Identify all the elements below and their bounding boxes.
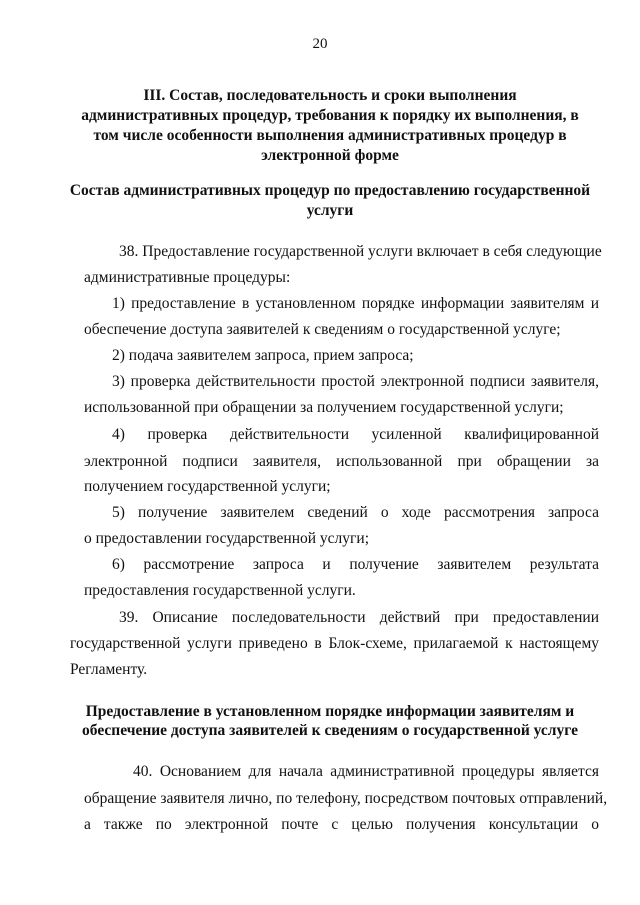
subsection-heading-line: Состав административных процедур по предоставлению государственной xyxy=(69,182,591,199)
section-heading-line: III. Состав, последовательность и сроки выполнения xyxy=(143,87,517,104)
text-line: 39. Описание последовательности действий при предоставлении xyxy=(119,609,599,626)
text-line: 40. Основанием для начала административной процедуры является xyxy=(133,763,599,780)
page-number: 20 xyxy=(312,36,328,52)
section-heading-line: административных процедур, требования к порядку их выполнения, в xyxy=(81,107,579,124)
text-line: 3) проверка действительности простой электронной подписи заявителя, xyxy=(112,373,599,390)
text-line: административные процедуры: xyxy=(84,269,291,286)
subsection-heading-line: услуги xyxy=(306,202,354,219)
text-line: 1) предоставление в установленном порядке информации заявителям и xyxy=(112,295,599,312)
text-line: 38. Предоставление государственной услуги включает в себя следующие xyxy=(119,243,602,260)
text-line: 2) подача заявителем запроса, прием запроса; xyxy=(112,347,414,364)
text-line: 6) рассмотрение запроса и получение заявителем результата xyxy=(112,556,599,573)
subsection-heading-line: Предоставление в установленном порядке информации заявителям и xyxy=(85,703,575,720)
text-line: предоставления государственной услуги. xyxy=(84,582,356,599)
text-line: электронной подписи заявителя, использованной при обращении за xyxy=(84,453,599,470)
text-line: получением государственной услуги; xyxy=(84,478,331,495)
text-line: 5) получение заявителем сведений о ходе рассмотрения запроса xyxy=(112,504,599,521)
subsection-heading-line: обеспечение доступа заявителей к сведениям о государственной услуге xyxy=(82,722,578,739)
text-line: обращение заявителя лично, по телефону, посредством почтовых отправлений, xyxy=(84,790,608,807)
text-line: государственной услуги приведено в Блок-схеме, прилагаемой к настоящему xyxy=(70,635,599,652)
text-line: Регламенту. xyxy=(70,661,148,678)
text-line: обеспечение доступа заявителей к сведениям о государственной услуге; xyxy=(84,321,561,338)
text-line: о предоставлении государственной услуги; xyxy=(84,530,369,547)
text-line: использованной при обращении за получением государственной услуги; xyxy=(84,399,564,416)
section-heading-line: том числе особенности выполнения административных процедур в xyxy=(93,127,567,144)
section-heading-line: электронной форме xyxy=(261,147,399,164)
text-line: 4) проверка действительности усиленной квалифицированной xyxy=(112,426,599,443)
text-line: а также по электронной почте с целью получения консультации о xyxy=(84,816,599,833)
